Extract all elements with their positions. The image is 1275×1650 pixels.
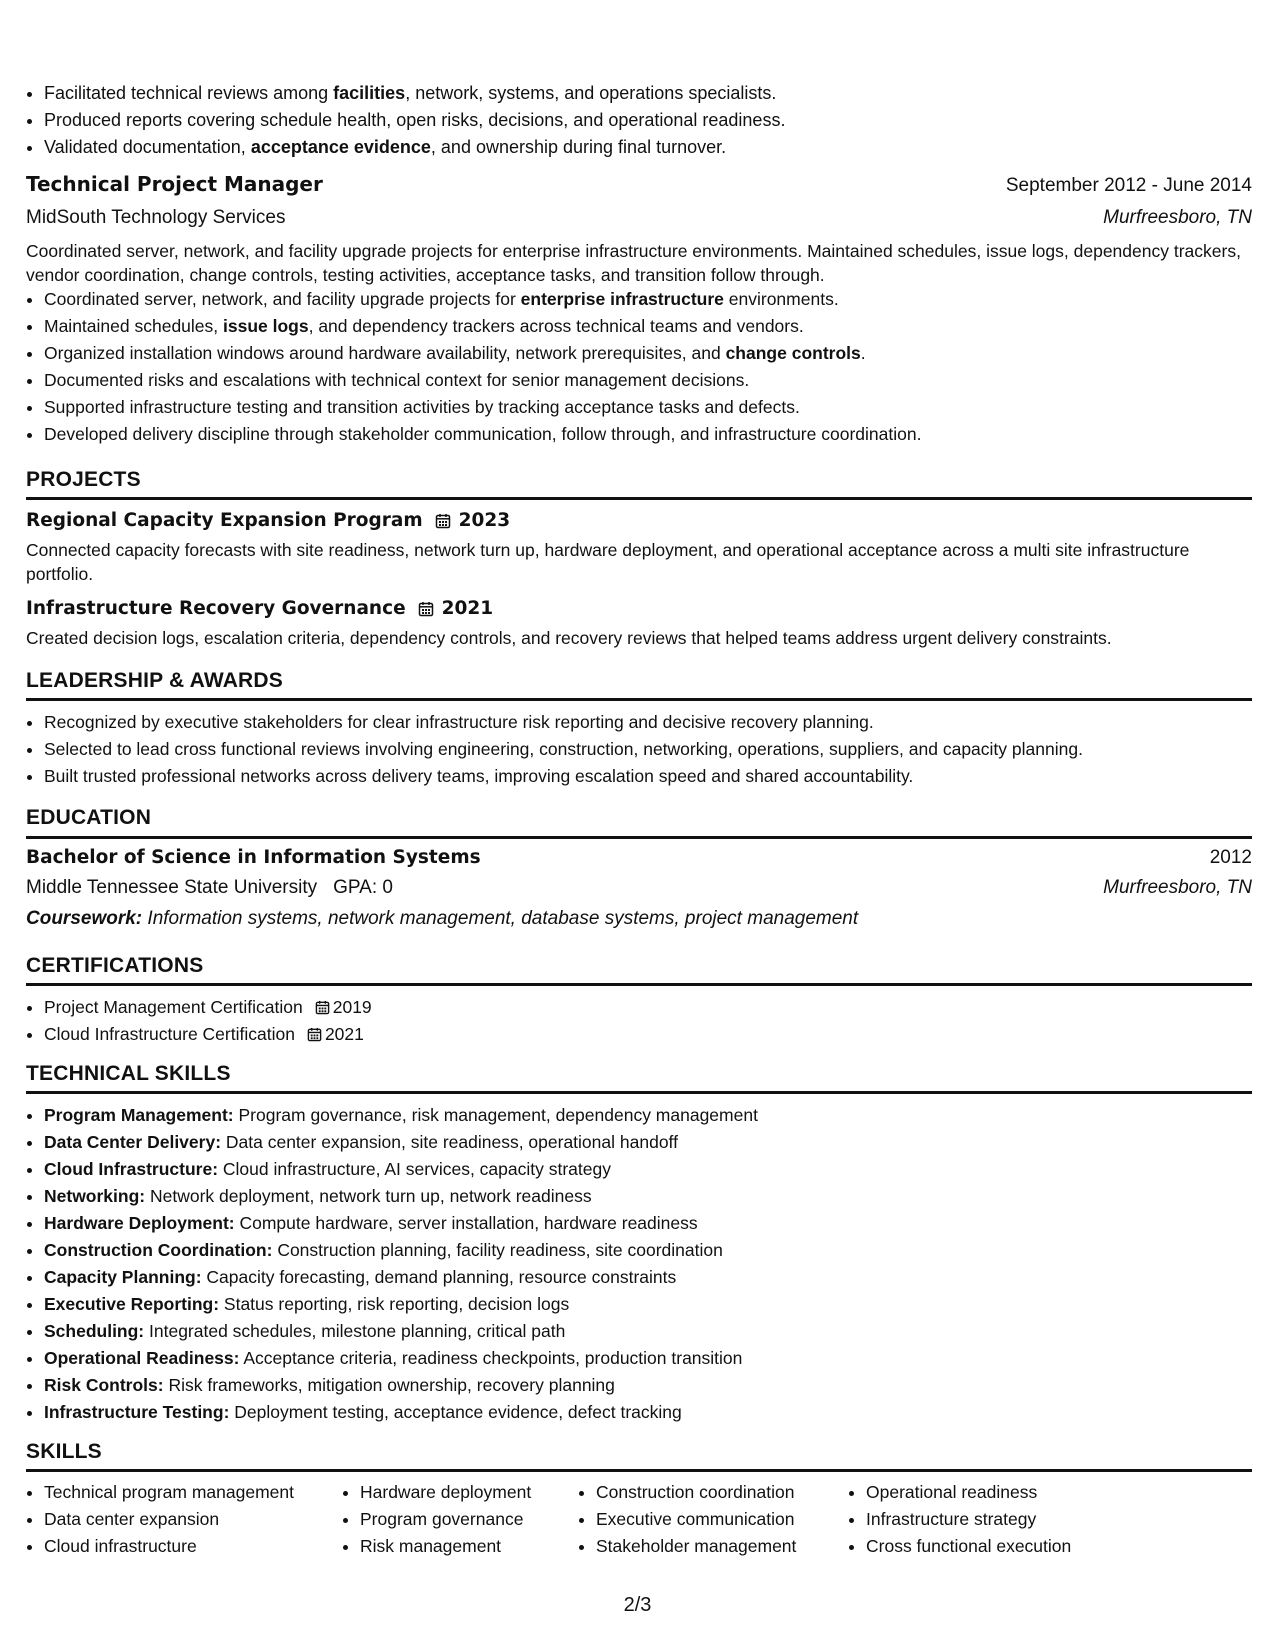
skill-category: Networking: bbox=[44, 1186, 146, 1207]
skill-category: Construction Coordination: bbox=[44, 1240, 273, 1261]
bullet-text: Maintained schedules, bbox=[44, 315, 223, 336]
list-item bbox=[44, 1346, 1252, 1373]
list-item bbox=[44, 341, 1252, 368]
certification-name: Cloud Infrastructure Certification bbox=[44, 1024, 295, 1045]
list-item bbox=[44, 1130, 1252, 1157]
list-item bbox=[44, 1184, 1252, 1211]
calendar-icon bbox=[307, 1027, 322, 1042]
skill-category: Operational Readiness: bbox=[44, 1348, 240, 1369]
skills-column bbox=[578, 1480, 848, 1561]
skill-values: Acceptance criteria, readiness checkpoints, production transition bbox=[239, 1348, 743, 1369]
list-item bbox=[44, 287, 1252, 314]
bullet-emphasis: facilities bbox=[333, 83, 406, 103]
list-item: • Stakeholder management bbox=[596, 1534, 848, 1561]
skill-category: Program Management: bbox=[44, 1105, 234, 1126]
calendar-icon bbox=[418, 601, 434, 617]
page-number: 2/3 bbox=[623, 1594, 652, 1616]
bullet-text: Documented risks and escalations with technical context for senior management decisions. bbox=[44, 369, 750, 390]
certification-year: 2021 bbox=[324, 1024, 364, 1045]
job-title: Technical Project Manager bbox=[26, 172, 323, 196]
list-item bbox=[44, 995, 1252, 1022]
list-item bbox=[44, 422, 1252, 449]
skill-category: Infrastructure Testing: bbox=[44, 1402, 230, 1423]
list-item: • Hardware deployment bbox=[360, 1480, 578, 1507]
list-item bbox=[44, 1400, 1252, 1427]
list-item bbox=[44, 368, 1252, 395]
school-location: Murfreesboro, TN bbox=[1103, 877, 1252, 899]
certifications-list bbox=[26, 995, 1252, 1049]
bullet-text: , and dependency trackers across technical teams and vendors. bbox=[308, 315, 804, 336]
skill-values: Compute hardware, server installation, hardware readiness bbox=[234, 1213, 698, 1234]
graduation-year: 2012 bbox=[1209, 846, 1252, 868]
list-item bbox=[44, 314, 1252, 341]
skill-category: Scheduling: bbox=[44, 1321, 145, 1342]
skills-column bbox=[26, 1480, 342, 1561]
certification-name: Project Management Certification bbox=[44, 997, 303, 1018]
coursework bbox=[26, 908, 1252, 931]
list-item bbox=[44, 1238, 1252, 1265]
bullet-text: Facilitated technical reviews among bbox=[44, 83, 334, 103]
list-item bbox=[44, 135, 1252, 162]
list-item bbox=[44, 108, 1252, 135]
list-item bbox=[44, 395, 1252, 422]
list-item bbox=[44, 1103, 1252, 1130]
skill-category: Hardware Deployment: bbox=[44, 1213, 235, 1234]
bullet-text: . bbox=[860, 342, 866, 363]
skill-values: Integrated schedules, milestone planning, critical path bbox=[144, 1321, 566, 1342]
bullet-text: Developed delivery discipline through stakeholder communication, follow through, and infrastructure coordination. bbox=[44, 423, 922, 444]
job-location: Murfreesboro, TN bbox=[1103, 206, 1252, 228]
education-entry bbox=[26, 847, 1252, 931]
skill-values: Cloud infrastructure, AI services, capacity strategy bbox=[218, 1159, 611, 1180]
list-item bbox=[44, 1373, 1252, 1400]
list-item: • Infrastructure strategy bbox=[866, 1507, 1116, 1534]
bullet-text: , network, systems, and operations specialists. bbox=[405, 83, 777, 103]
skill-category: Cloud Infrastructure: bbox=[44, 1159, 219, 1180]
bullet-text: Coordinated server, network, and facility upgrade projects for bbox=[44, 288, 521, 309]
coursework-list: Information systems, network management, database systems, project management bbox=[142, 908, 859, 930]
list-item: • Construction coordination bbox=[596, 1480, 848, 1507]
list-item bbox=[44, 1211, 1252, 1238]
list-item: • Operational readiness bbox=[866, 1480, 1116, 1507]
project-description: Connected capacity forecasts with site readiness, network turn up, hardware deployment, and operational acceptance across a multi site infrastructure portfolio. bbox=[26, 539, 1190, 584]
previous-job-bullets bbox=[26, 81, 1252, 162]
section-heading-projects: PROJECTS bbox=[26, 467, 1252, 500]
job-summary: Coordinated server, network, and facility upgrade projects for enterprise infrastructure environments. Maintained schedules, issue logs, dependency trackers, vendor coordination, change controls, testing activities, acceptance tasks, and transition follow through. bbox=[26, 240, 1241, 285]
project-name: Infrastructure Recovery Governance bbox=[26, 597, 406, 619]
list-item bbox=[44, 81, 1252, 108]
list-item bbox=[44, 1292, 1252, 1319]
list-item: • Cloud infrastructure bbox=[44, 1534, 342, 1561]
resume-page bbox=[26, 0, 1252, 1561]
skill-category: Executive Reporting: bbox=[44, 1294, 220, 1315]
skills-grid bbox=[26, 1480, 1252, 1561]
list-item bbox=[44, 1022, 1252, 1049]
calendar-icon bbox=[315, 1000, 330, 1015]
bullet-emphasis: issue logs bbox=[223, 315, 309, 336]
bullet-text: , and ownership during final turnover. bbox=[430, 137, 727, 157]
section-heading-leadership: LEADERSHIP & AWARDS bbox=[26, 668, 1252, 701]
skill-values: Risk frameworks, mitigation ownership, recovery planning bbox=[163, 1375, 615, 1396]
degree: Bachelor of Science in Information Systems bbox=[26, 846, 481, 868]
bullet-emphasis: enterprise infrastructure bbox=[520, 288, 724, 309]
list-item: • Risk management bbox=[360, 1534, 578, 1561]
skill-values: Deployment testing, acceptance evidence, defect tracking bbox=[229, 1402, 682, 1423]
bullet-text: Organized installation windows around hardware availability, network prerequisites, and bbox=[44, 342, 726, 363]
section-heading-skills: SKILLS bbox=[26, 1439, 1252, 1472]
list-item: • Executive communication bbox=[596, 1507, 848, 1534]
skill-category: Risk Controls: bbox=[44, 1375, 164, 1396]
bullet-text: Validated documentation, bbox=[44, 137, 251, 157]
gpa: GPA: 0 bbox=[333, 877, 393, 899]
job-entry bbox=[26, 172, 1252, 449]
coursework-label: Coursework: bbox=[26, 908, 143, 930]
list-item bbox=[44, 1157, 1252, 1184]
technical-skills-list bbox=[26, 1103, 1252, 1427]
job-company: MidSouth Technology Services bbox=[26, 206, 286, 228]
list-item: • Cross functional execution bbox=[866, 1534, 1116, 1561]
bullet-emphasis: acceptance evidence bbox=[250, 137, 431, 157]
skill-category: Data Center Delivery: bbox=[44, 1132, 222, 1153]
skill-values: Capacity forecasting, demand planning, resource constraints bbox=[201, 1267, 677, 1288]
list-item: • Recognized by executive stakeholders for clear infrastructure risk reporting and decisive recovery planning. bbox=[44, 710, 1252, 737]
section-heading-technical-skills: TECHNICAL SKILLS bbox=[26, 1061, 1252, 1094]
skill-category: Capacity Planning: bbox=[44, 1267, 202, 1288]
school-name: Middle Tennessee State University bbox=[26, 877, 318, 899]
skills-column bbox=[342, 1480, 578, 1561]
section-heading-education: EDUCATION bbox=[26, 805, 1252, 838]
project-description: Created decision logs, escalation criteria, dependency controls, and recovery reviews that helped teams address urgent delivery constraints. bbox=[26, 628, 1112, 649]
bullet-text: Supported infrastructure testing and transition activities by tracking acceptance tasks and defects. bbox=[44, 396, 800, 417]
skill-values: Data center expansion, site readiness, operational handoff bbox=[221, 1132, 678, 1153]
bullet-text: environments. bbox=[723, 288, 839, 309]
skills-column bbox=[848, 1480, 1116, 1561]
project-year: 2021 bbox=[441, 597, 494, 619]
list-item: • Technical program management bbox=[44, 1480, 342, 1507]
list-item bbox=[44, 1265, 1252, 1292]
list-item: • Data center expansion bbox=[44, 1507, 342, 1534]
list-item: • Built trusted professional networks across delivery teams, improving escalation speed and shared accountability. bbox=[44, 764, 1252, 791]
project-entry bbox=[26, 510, 1252, 586]
skill-values: Network deployment, network turn up, network readiness bbox=[145, 1186, 592, 1207]
list-item: • Program governance bbox=[360, 1507, 578, 1534]
project-year: 2023 bbox=[458, 509, 511, 531]
job-bullets bbox=[26, 287, 1252, 449]
calendar-icon bbox=[435, 513, 451, 529]
list-item: • Selected to lead cross functional reviews involving engineering, construction, networking, operations, suppliers, and capacity planning. bbox=[44, 737, 1252, 764]
list-item bbox=[44, 1319, 1252, 1346]
certification-year: 2019 bbox=[332, 997, 372, 1018]
bullet-text: Produced reports covering schedule health, open risks, decisions, and operational readiness. bbox=[44, 110, 786, 130]
bullet-emphasis: change controls bbox=[725, 342, 861, 363]
job-dates: September 2012 - June 2014 bbox=[1005, 175, 1252, 196]
skill-values: Program governance, risk management, dependency management bbox=[233, 1105, 758, 1126]
project-entry bbox=[26, 598, 1252, 650]
leadership-list bbox=[26, 710, 1252, 791]
skill-values: Status reporting, risk reporting, decision logs bbox=[219, 1294, 570, 1315]
project-name: Regional Capacity Expansion Program bbox=[26, 509, 423, 531]
skill-values: Construction planning, facility readiness, site coordination bbox=[272, 1240, 723, 1261]
section-heading-certifications: CERTIFICATIONS bbox=[26, 953, 1252, 986]
